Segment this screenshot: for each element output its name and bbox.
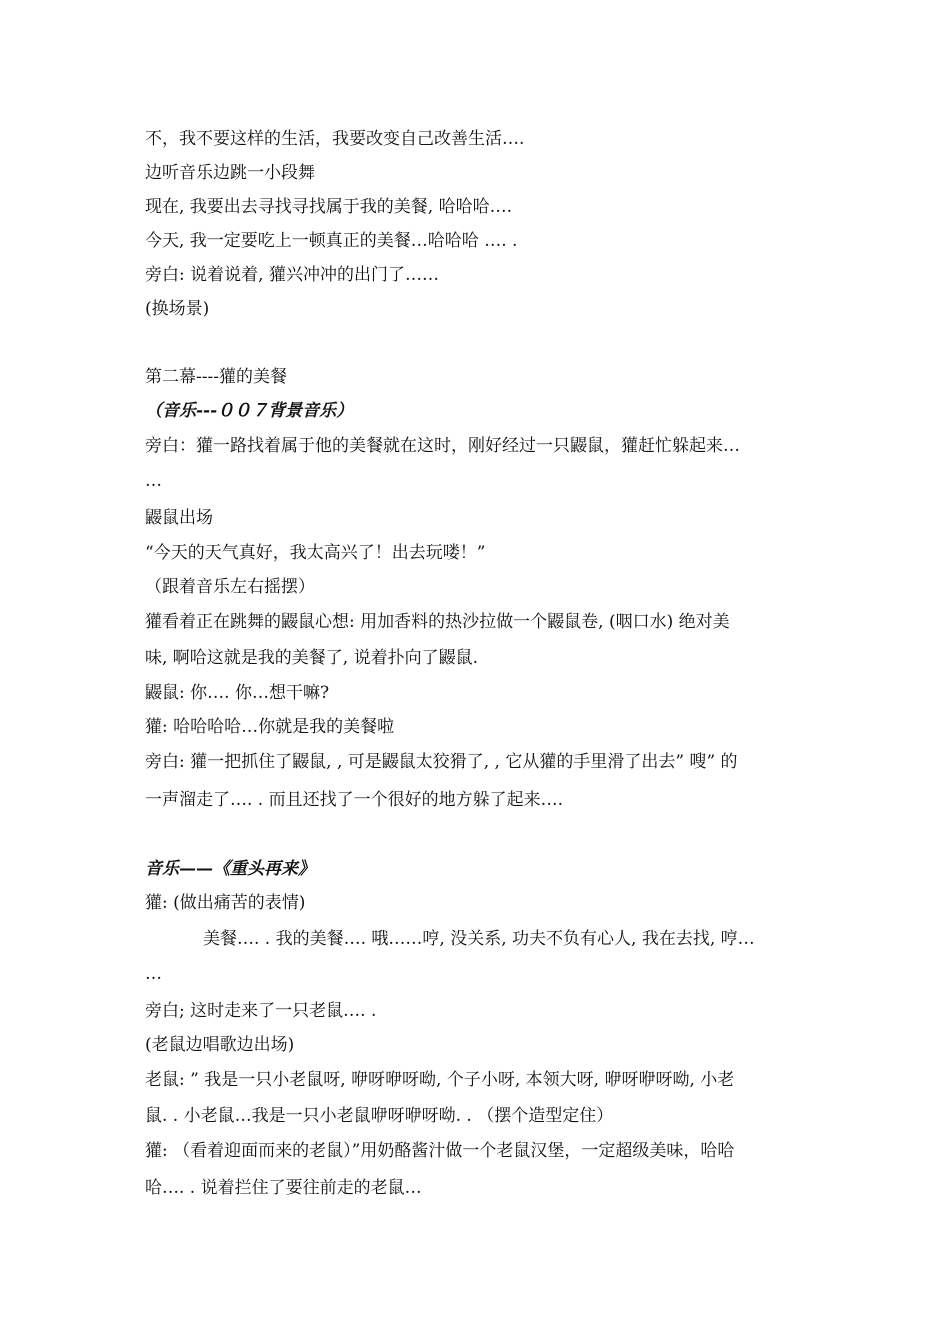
text-line: 獾: 哈哈哈哈…你就是我的美餐啦 <box>145 717 395 737</box>
text-line: 美餐…. . 我的美餐…. 哦……哼, 没关系, 功夫不负有心人, 我在去找, 哼… <box>203 929 755 949</box>
text-line: 獾: (做出痛苦的表情) <box>145 893 306 913</box>
text-line: 味, 啊哈这就是我的美餐了, 说着扑向了鼹鼠. <box>145 648 479 668</box>
text-line: (老鼠边唱歌边出场) <box>145 1035 295 1055</box>
text-line: （跟着音乐左右摇摆） <box>145 577 315 597</box>
text-line: “今天的天气真好，我太高兴了！出去玩喽！” <box>145 543 486 563</box>
text-line: … <box>145 964 162 984</box>
text-line: 不，我不要这样的生活，我要改变自己改善生活…. <box>145 129 525 149</box>
text-line: 老鼠: ” 我是一只小老鼠呀, 咿呀咿呀呦, 个子小呀, 本领大呀, 咿呀咿呀呦, 小老 <box>145 1070 735 1090</box>
text-line: 旁白; 这时走来了一只老鼠…. . <box>145 1001 377 1021</box>
music-cue: （音乐---００７背景音乐） <box>145 401 354 421</box>
text-line: 鼠. . 小老鼠…我是一只小老鼠咿呀咿呀呦. . （摆个造型定住） <box>145 1106 614 1126</box>
text-line: 边听音乐边跳一小段舞 <box>145 163 315 183</box>
text-line: 獾: （看着迎面而来的老鼠）”用奶酪酱汁做一个老鼠汉堡，一定超级美味，哈哈 <box>145 1141 735 1161</box>
text-line: 哈…. . 说着拦住了要往前走的老鼠… <box>145 1178 422 1198</box>
text-line: 一声溜走了…. . 而且还找了一个很好的地方躲了起来…. <box>145 790 564 810</box>
music-cue: 音乐——《重头再来》 <box>145 859 315 879</box>
text-line: … <box>145 471 162 491</box>
text-line: (换场景) <box>145 299 210 319</box>
text-line: 今天, 我一定要吃上一顿真正的美餐…哈哈哈 …. . <box>145 231 518 251</box>
text-line: 鼹鼠: 你…. 你…想干嘛? <box>145 683 330 703</box>
text-line: 旁白: 獾一把抓住了鼹鼠, , 可是鼹鼠太狡猾了, , 它从獾的手里滑了出去” 嗖” 的 <box>145 752 738 772</box>
text-line: 现在, 我要出去寻找寻找属于我的美餐, 哈哈哈…. <box>145 197 513 217</box>
text-line: 旁白: 说着说着, 獾兴冲冲的出门了…… <box>145 265 439 285</box>
act-heading: 第二幕----獾的美餐 <box>145 367 287 387</box>
text-line: 旁白：獾一路找着属于他的美餐就在这时，刚好经过一只鼹鼠，獾赶忙躲起来… <box>145 436 740 456</box>
text-line: 鼹鼠出场 <box>145 508 213 528</box>
text-line: 獾看着正在跳舞的鼹鼠心想: 用加香料的热沙拉做一个鼹鼠卷, (咽口水) 绝对美 <box>145 612 730 632</box>
